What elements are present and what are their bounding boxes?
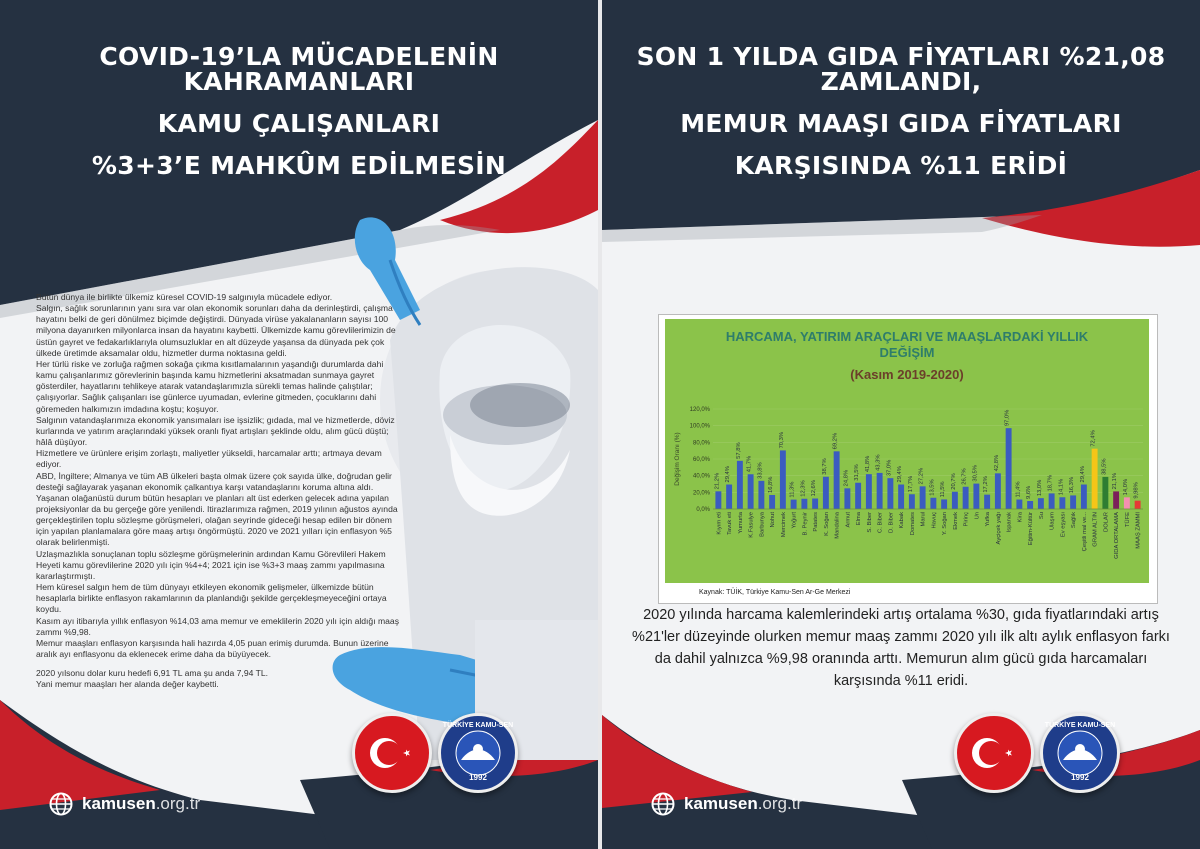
chart-bar: [984, 495, 990, 509]
left-body-text: [36, 292, 406, 690]
paragraph: Kasım ayı itibarıyla yıllık enflasyon %14,03 ama memur ve emeklilerin 2020 yılı için aldığı maaş zammı %9,98.: [36, 615, 400, 637]
y-tick-label: 80,0%: [692, 440, 710, 447]
paragraph: Her türlü riske ve zorluğa rağmen sokağa çıkma kısıtlamalarının yaşandığı durumlarda dahi kamu çalışanlarımız görevlerinin başında kamu hizmetlerini aksatmadan sunmaya gayret gösterdiler, hayatlarını tehlikeye atarak vatandaşlarımızla sürekli temas halinde çalıştılar; çalışıyorlar. Sağlık çalışanları ise günlerce uyumadan, evlerine gitmeden, çocuklarını dahi göremeden halkımızın imdadına koştu; koşuyor.: [36, 358, 384, 414]
chart-caption: 2020 yılında harcama kalemlerindeki artış ortalama %30, gıda fiyatlarındaki artış %21'ler düzeyinde olurken memur maaş zammı 2020 yılı ilk altı aylık enflasyon farkı da dahil yalnızca %9,98 oranında arttı. Memurun alım gücü gıda harcamaları karşısında %11 eridi.: [632, 607, 1170, 689]
chart-bar: [963, 487, 969, 509]
chart-bar: [769, 495, 775, 509]
data-label: 24,8%: [843, 469, 850, 487]
chart-bar: [737, 461, 743, 509]
chart-bar: [1016, 500, 1022, 510]
chart-bar: [1027, 501, 1033, 509]
chart-source: Kaynak: TÜİK, Türkiye Kamu-Sen Ar-Ge Merkezi: [699, 589, 851, 596]
chart-bar: [844, 488, 850, 509]
chart-plot-area: [665, 319, 1149, 583]
data-label: 72,4%: [1090, 430, 1097, 447]
x-tick-label: Tavuk eti: [727, 512, 734, 535]
left-title-line-3: %3+3’E MAHKÛM EDİLMESİN: [91, 151, 507, 180]
data-label: 30,5%: [972, 465, 979, 482]
x-tick-label: Ispanak: [1006, 512, 1013, 533]
left-logos: [352, 713, 518, 793]
data-label: 9,6%: [1026, 485, 1033, 499]
chart-bar: [1059, 497, 1065, 509]
chart-bar: [1124, 497, 1130, 509]
data-label: 70,3%: [778, 431, 785, 449]
chart-container: [658, 314, 1158, 604]
x-tick-label: Armut: [845, 512, 852, 528]
chart-bar: [995, 473, 1001, 509]
chart-bar: [715, 491, 721, 509]
y-tick-label: 60,0%: [692, 457, 710, 463]
bar-chart: [665, 319, 1149, 583]
x-tick-label: Çeşitli mal ve...: [1081, 512, 1088, 552]
kamu-sen-seal-icon: [1040, 713, 1120, 793]
chart-bar: [812, 499, 818, 510]
x-tick-label: Su: [1038, 512, 1045, 520]
data-label: 43,3%: [875, 454, 882, 471]
closing-line: 2020 yılsonu dolar kuru hedefi 6,91 TL ama şu anda 7,94 TL.: [36, 668, 269, 679]
chart-bar: [887, 478, 893, 509]
x-tick-label: GIDA ORTALAMA: [1114, 512, 1121, 559]
x-tick-label: K. Soğan: [823, 512, 830, 536]
data-label: 11,5%: [940, 481, 947, 498]
url-suffix: .org.tr: [757, 794, 803, 813]
data-label: 29,4%: [1079, 466, 1086, 483]
paragraph: Uzlaşmazlıkla sonuçlanan toplu sözleşme görüşmelerinin ardından Kamu Görevlileri Hakem Heyeti kamu görevlilerine 2020 yılı için %4+4; 2021 için ise %3+3 maaş zammı yapılmasına kararlaştırmıştı.: [36, 548, 386, 581]
y-tick-label: 100,0%: [689, 423, 710, 430]
x-tick-label: Elma: [856, 512, 863, 526]
data-label: 97,0%: [1004, 409, 1011, 427]
data-label: 41,7%: [746, 455, 753, 473]
data-label: 12,6%: [811, 480, 818, 497]
chart-bar: [823, 477, 829, 509]
chart-bar: [930, 498, 936, 509]
x-tick-label: Domates: [909, 512, 916, 536]
x-tick-label: S. Biber: [866, 512, 873, 533]
left-title-line-1: COVID-19’LA MÜCADELENİN KAHRAMANLARI: [99, 42, 499, 96]
right-title-line-3: KARŞISINDA %11 ERİDİ: [734, 151, 1068, 180]
chart-bar: [1006, 428, 1012, 509]
chart-bar: [1070, 495, 1076, 509]
right-logos: [954, 713, 1120, 793]
data-label: 26,7%: [961, 468, 968, 485]
y-tick-label: 0,0%: [696, 507, 710, 513]
url-main: kamusen: [684, 794, 758, 813]
data-label: 20,7%: [950, 473, 957, 490]
chart-bar: [855, 483, 861, 509]
x-tick-label: TÜFE: [1124, 512, 1131, 528]
data-label: 27,2%: [918, 467, 925, 485]
x-tick-label: Un: [974, 512, 981, 520]
data-label: 38,7%: [821, 458, 828, 475]
x-tick-label: Barbunya: [759, 512, 766, 537]
x-tick-label: Y. Soğan: [942, 512, 949, 536]
chart-bar: [748, 474, 754, 509]
globe-icon: [650, 791, 676, 817]
seal-text: TÜRKİYE KAMU-SEN: [1044, 722, 1116, 729]
closing-line: Yani memur maaşları her alanda değer kaybetti.: [36, 679, 219, 690]
data-label: 14,1%: [1058, 478, 1065, 496]
data-label: 11,4%: [1015, 481, 1022, 498]
x-tick-label: Kabak: [899, 512, 906, 529]
chart-bar: [1038, 498, 1044, 509]
chart-bar: [866, 474, 872, 509]
data-label: 42,8%: [993, 454, 1000, 472]
x-tick-label: Sağlık: [1071, 512, 1078, 529]
x-tick-label: Yumurta: [737, 512, 744, 534]
data-label: 21,1%: [1112, 472, 1119, 490]
seal-text: TÜRKİYE KAMU-SEN: [442, 722, 514, 729]
data-label: 12,3%: [800, 480, 807, 497]
left-website-link[interactable]: [48, 791, 200, 817]
x-tick-label: Yoğurt: [791, 512, 798, 529]
left-page-title: [0, 44, 598, 178]
y-tick-label: 20,0%: [692, 490, 710, 497]
chart-bar: [801, 499, 807, 509]
x-tick-label: Ev eşyası: [1060, 512, 1067, 538]
x-tick-label: Ulaşım: [1049, 512, 1056, 531]
chart-title-line-2: DEĞİŞİM: [879, 345, 935, 360]
data-label: 18,7%: [1047, 474, 1054, 492]
data-label: 13,5%: [929, 479, 936, 496]
seal-year: 1992: [469, 773, 487, 782]
right-website-link[interactable]: [650, 791, 802, 817]
x-tick-label: D. Biber: [888, 512, 895, 533]
x-tick-label: Kira: [1017, 512, 1024, 523]
chart-bar: [920, 486, 926, 509]
chart-bar: [758, 481, 764, 509]
chart-title-line-3: (Kasım 2019-2020): [850, 367, 964, 382]
x-tick-label: GRAM ALTIN: [1092, 512, 1099, 547]
chart-title-line-1: HARCAMA, YATIRIM ARAÇLARI VE MAAŞLARDAKİ YILLIK: [725, 329, 1089, 344]
chart-bar: [1113, 491, 1119, 509]
turkish-flag-icon: [954, 713, 1034, 793]
x-tick-label: Ekmek: [952, 512, 959, 530]
paragraph: Hem küresel salgın hem de tüm dünyayı etkileyen ekonomik gelişmeler, ülkemizde bütün hesaplarla birlikte enflasyon rakamlarının da planlandığı şekilde gerçekleşmeyeceğini ortaya koydu.: [36, 582, 387, 615]
data-label: 9,98%: [1133, 482, 1140, 499]
x-tick-label: B. Peynir: [802, 512, 809, 536]
seal-year: 1992: [1071, 773, 1089, 782]
chart-bar: [834, 451, 840, 509]
x-tick-label: Nohut: [770, 512, 777, 528]
data-label: 29,4%: [725, 466, 732, 483]
turkish-flag-icon: [352, 713, 432, 793]
globe-icon: [48, 791, 74, 817]
x-tick-label: Ayçiçek yağı: [995, 512, 1002, 545]
x-tick-label: Pirinç: [963, 512, 970, 527]
y-tick-label: 40,0%: [692, 473, 710, 480]
x-tick-label: MAAŞ ZAMMI: [1135, 512, 1142, 549]
chart-bar: [791, 500, 797, 509]
data-label: 41,8%: [864, 455, 871, 473]
paragraph: Memur maaşları enflasyon karşısında hali hazırda 4,05 puan erimiş durumda. Bunun üzerine aralık ayı enflasyonu da eklenecek erime daha da büyüyecek.: [36, 637, 389, 659]
data-label: 11,3%: [789, 481, 796, 498]
paragraph: Salgının vatandaşlarımıza ekonomik yansımaları ise işsizlik; gıdada, mal ve hizmetlerde, döviz kurlarında ve yatırım araçlarındaki yüksek oranlı fiyat artışları şeklinde oldu, alım gücü düştü; hâlâ düşüyor.: [36, 414, 395, 448]
data-label: 33,8%: [757, 462, 764, 479]
paragraph: Yaşanan olağanüstü durum bütün hesapları ve planları alt üst ederken gelecek adına yapılan projeksiyonlar da bu gerçeğe göre yenilendi. Itirazlarımıza rağmen, 2019 yılının ağustos ayında gerçekleştirilen toplu sözleşme görüşmeleri, olağan seyrinde gideceği hesap edilen bir dönem için yapılan planlamalara göre maaş artışı öngörmüştü. 2020 ve 2021 yılları için enflasyon %5 olarak belirlenmişti.: [36, 492, 398, 548]
data-label: 69,2%: [832, 432, 839, 450]
data-label: 17,2%: [983, 476, 990, 493]
x-tick-label: C. Biber: [877, 512, 884, 533]
data-label: 37,0%: [886, 459, 893, 477]
data-label: 57,8%: [735, 442, 742, 459]
paragraph: Salgın, sağlık sorunlarının yanı sıra var olan ekonomik sorunları daha da derinleştirdi, çalışma hayatını belki de geri dönülmez biçimde değiştirdi. Dünyada virüse yakalananların sayısı 100 milyona dayanırken milyonlarca insan da hayatını kaybetti. Ülkemizde kamu görevlilerimizin de üstün gayret ve fedakarlıklarıyla olumsuzluklar en alt düzeyde yaşansa da dünyada pek çok ülkede üretimde aksamalar oldu, hizmetler durma noktasına geldi.: [36, 303, 396, 358]
data-label: 16,3%: [1069, 476, 1076, 494]
x-tick-label: Marul: [920, 512, 927, 527]
chart-bar: [1102, 477, 1108, 509]
chart-bar: [877, 473, 883, 509]
url-suffix: .org.tr: [155, 794, 201, 813]
chart-bar: [1135, 501, 1141, 509]
x-tick-label: Mercimek: [780, 512, 787, 538]
paragraph: Bütün dünya ile birlikte ülkemiz küresel COVID-19 salgınıyla mücadele ediyor.: [36, 292, 333, 302]
x-tick-label: Yufka: [985, 512, 992, 527]
data-label: 17,7%: [907, 475, 914, 493]
data-label: 21,2%: [714, 472, 721, 490]
x-tick-label: Mandalina: [834, 512, 841, 539]
x-tick-label: Havuç: [931, 512, 938, 529]
y-axis-label: Değişim Oranı (%): [674, 432, 681, 486]
chart-bar: [1081, 485, 1087, 510]
chart-bar: [941, 499, 947, 509]
paragraph: ABD, İngiltere; Almanya ve tüm AB ülkeleri başta olmak üzere çok sayıda ülke, doğrudan gelir desteği sağlayarak yaşanan ekonomik çalkantıya karşı vatandaşlarını koruma altına aldı.: [36, 470, 392, 492]
data-label: 29,4%: [897, 466, 904, 483]
data-label: 38,5%: [1101, 458, 1108, 475]
left-title-line-2: KAMU ÇALIŞANLARI: [157, 109, 441, 138]
x-tick-label: K.Fasulye: [748, 512, 755, 538]
right-title-line-1: SON 1 YILDA GIDA FİYATLARI %21,08 ZAMLANDI,: [636, 42, 1166, 96]
x-tick-label: DOLAR: [1103, 512, 1110, 532]
data-label: 31,5%: [854, 464, 861, 481]
y-tick-label: 120,0%: [689, 407, 710, 413]
x-tick-label: Eğitim-Kültür: [1028, 512, 1035, 546]
paragraph: Hizmetlere ve ürünlere erişim zorlaştı, maliyetler yükseldi, harcamalar arttı; artmaya devam ediyor.: [36, 448, 382, 470]
kamu-sen-seal-icon: [438, 713, 518, 793]
chart-bar: [973, 484, 979, 509]
chart-bar: [898, 485, 904, 510]
right-page: [602, 0, 1200, 849]
chart-bar: [1092, 449, 1098, 509]
chart-bar: [780, 450, 786, 509]
x-tick-label: Patates: [813, 512, 820, 532]
data-label: 16,8%: [768, 476, 775, 493]
right-title-line-2: MEMUR MAAŞI GIDA FİYATLARI: [680, 109, 1122, 138]
chart-bar: [1049, 493, 1055, 509]
data-label: 14,0%: [1122, 478, 1129, 496]
right-page-title: [602, 44, 1200, 178]
left-page: [0, 0, 598, 849]
chart-bar: [726, 485, 732, 510]
chart-bar: [909, 494, 915, 509]
url-main: kamusen: [82, 794, 156, 813]
x-tick-label: Kıyım eti: [716, 512, 723, 535]
data-label: 13,0%: [1036, 479, 1043, 497]
chart-bar: [952, 492, 958, 509]
